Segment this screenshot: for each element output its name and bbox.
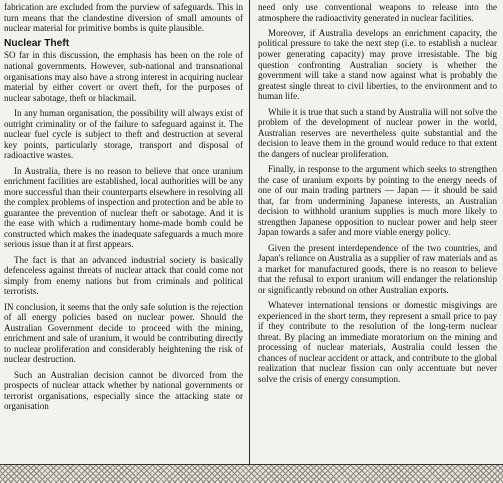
paragraph-conclusion: IN conclusion, it seems that the only safe solution is the rejection of all energy policies based on nuclear power. Should the Australian Government decide to proceed with the mining, enrichment and sale of uranium, it would be contributing directly to nuclear proliferation and considerably heightening the risk of nuclear destruction. (4, 301, 243, 365)
paragraph-australia-enrichment: In Australia, there is no reason to believe that once uranium enrichment facilities are established, local authorities will be any more successful than their counterparts elsewhere in resolving all the complex problems of inspection and protection and be able to guarantee the prevention of nuclear theft or sabotage. And it is the ease with which a rudimentary home-made bomb could be constructed which makes the inadequate safeguards a much more serious issue than it at first appears. (4, 165, 243, 250)
paragraph-moratorium: Whatever international tensions or domestic misgivings are experienced in the short term, they represent a small price to pay if they contribute to the resolution of the long-term nuclear threat. By placing an immediate moratorium on the mining and processing of nuclear materials, Australia could lessen the chances of nuclear accident or attack, and contribute to the global realization that nuclear fission can only accentuate but never solve the crisis of energy consumption. (258, 300, 497, 385)
paragraph-fabrication: fabrication are excluded from the purview of safeguards. This in turn means that the clandestine diversion of small amounts of nuclear material for primitive bombs is quite plausible. (4, 2, 243, 34)
paragraph-human-organisation: In any human organisation, the possibility will always exist of outright criminality or of the failure to safeguard against it. The nuclear fuel cycle is subject to theft and destruction at several key points, particularly storage, transport and disposal of radioactive wastes. (4, 107, 243, 161)
right-column (258, 2, 497, 389)
paragraph-national-governments: SO far in this discussion, the emphasis has been on the role of national governments. However, sub-national and transnational organisations may also have a strong interest in acquiring nuclear material by either covert or overt theft, for the purposes of nuclear sabotage, theft or blackmail. (4, 50, 243, 103)
paragraph-enrichment-capacity: Moreover, if Australia develops an enrichment capacity, the political pressure to take the next step (i.e. to establish a nuclear power generating capacity) may prove irresistable. The big question confronting Australian society is whether the government will take a stand now against what is probably the greatest single threat to civil liberties, to the environment and to human life. (258, 27, 497, 102)
paragraph-interdependence: Given the present interdependence of the two countries, and Japan's reliance on Australia as a supplier of raw materials and as a market for manufactured goods, there is no reason to believe that the refusal to export uranium will endanger the relationship or significantly rebound on other Australian exports. (258, 242, 497, 295)
paragraph-australian-decision: Such an Australian decision cannot be divorced from the prospects of nuclear attack whether by national governments or terrorist organisations, especially since the attacking state or organisation (4, 369, 243, 412)
decorative-footer-band (0, 464, 503, 483)
paragraph-defenceless-society: The fact is that an advanced industrial society is basically defenceless against threats of nuclear attack that could come not simply from enemy nations but from criminals and political terrorists. (4, 254, 243, 297)
section-heading-nuclear-theft: Nuclear Theft (4, 38, 70, 50)
paragraph-reserves: While it is true that such a stand by Australia will not solve the problem of the development of nuclear power in the world, Australian reserves are nevertheless quite substantial and the decision to leave them in the ground would reduce to that extent the dangers of nuclear proliferation. (258, 106, 497, 159)
column-divider (249, 0, 250, 465)
paragraph-japan-argument: Finally, in response to the argument which seeks to strengthen the case of uranium exports by pointing to the energy needs of one of our main trading partners — Japan — it should be said that, far from undermining Japanese interests, an Australian decision to withhold uranium supplies is much more likely to strengthen Japanese opposition to nuclear power and help steer Japan towards a safer and more viable energy policy. (258, 164, 497, 238)
paragraph-conventional-weapons: need only use conventional weapons to release into the atmosphere the radioactivity generated in nuclear facilities. (258, 2, 497, 23)
left-column (4, 2, 243, 417)
